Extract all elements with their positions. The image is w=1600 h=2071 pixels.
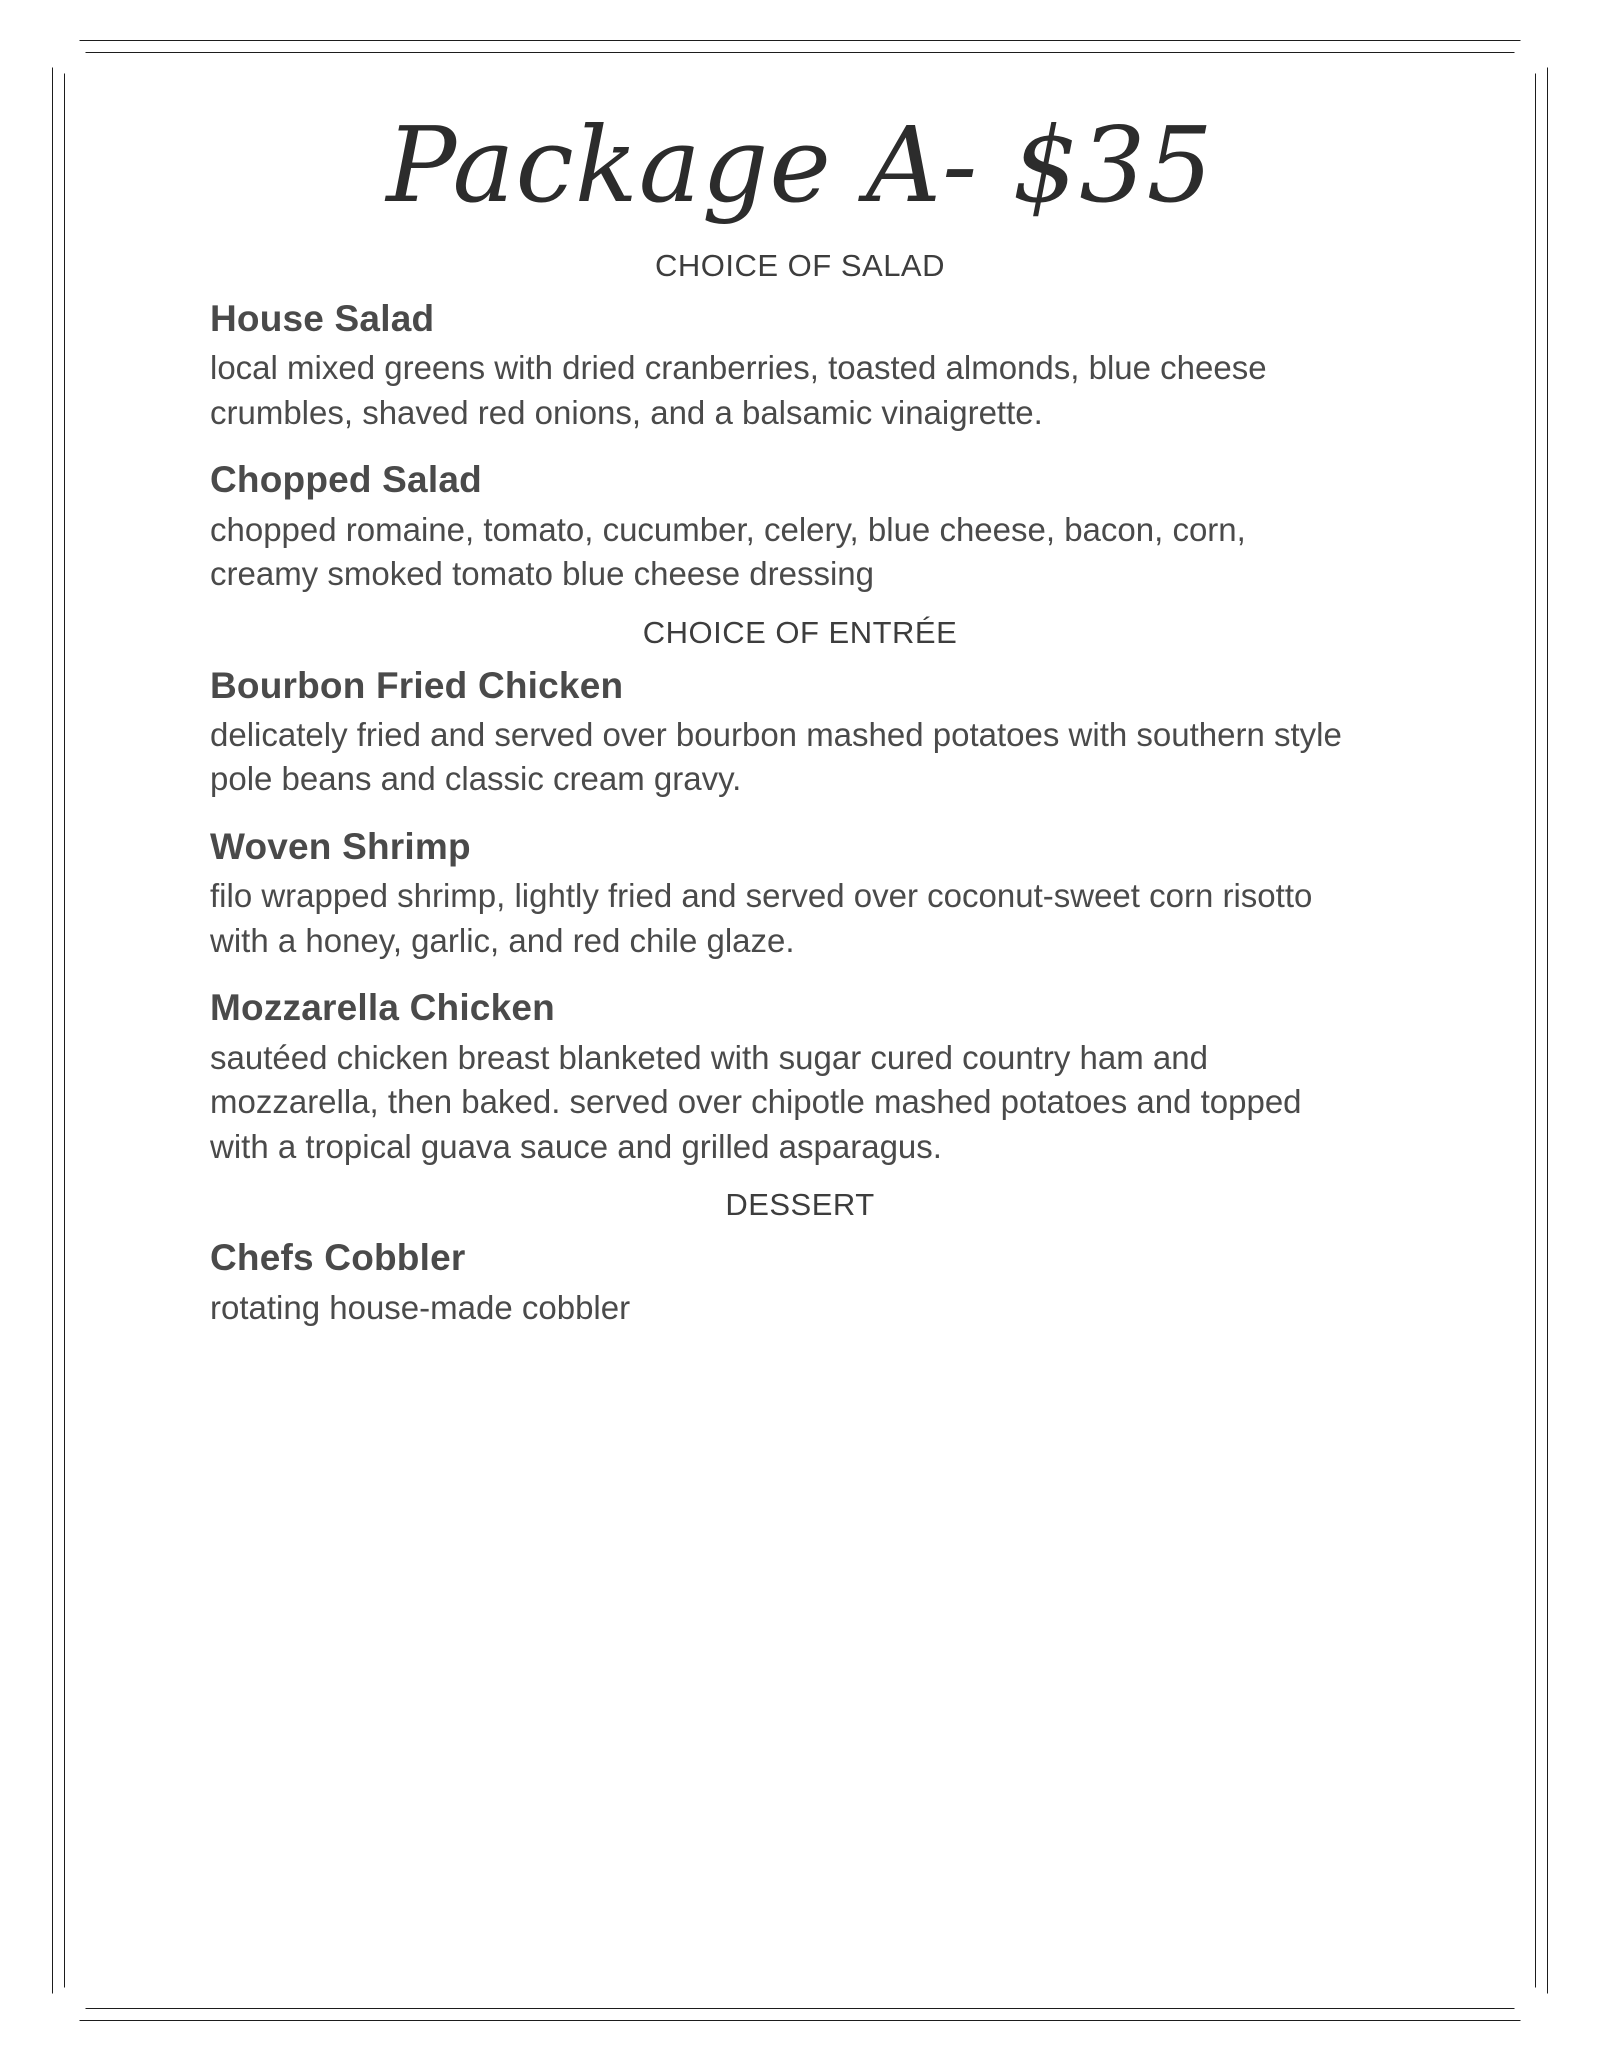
menu-item-description: delicately fried and served over bourbon mashed potatoes with southern style pole beans and classic cream gravy. bbox=[210, 715, 1342, 798]
menu-item-list-dessert bbox=[110, 1235, 1490, 1330]
menu-item-list-entree bbox=[110, 663, 1490, 1170]
menu-item-description: rotating house-made cobbler bbox=[210, 1288, 631, 1326]
menu-content bbox=[110, 90, 1490, 1330]
menu-item bbox=[210, 824, 1490, 963]
menu-item-description: local mixed greens with dried cranberries, toasted almonds, blue cheese crumbles, shaved red onions, and a balsamic vinaigrette. bbox=[210, 349, 1267, 431]
menu-item bbox=[210, 663, 1490, 802]
menu-item-name: Chopped Salad bbox=[210, 459, 482, 501]
menu-item bbox=[210, 457, 1490, 596]
menu-item-name: Bourbon Fried Chicken bbox=[210, 664, 624, 706]
menu-item bbox=[210, 296, 1490, 435]
page-title: Package A- $35 bbox=[386, 104, 1214, 226]
menu-item bbox=[210, 985, 1490, 1169]
menu-item-description: chopped romaine, tomato, cucumber, celery, blue cheese, bacon, corn, creamy smoked tomato blue cheese dressing bbox=[210, 510, 1246, 593]
menu-item-description: filo wrapped shrimp, lightly fried and served over coconut-sweet corn risotto with a honey, garlic, and red chile glaze. bbox=[210, 877, 1313, 959]
menu-section-dessert bbox=[110, 1187, 1490, 1330]
section-heading-salad: CHOICE OF SALAD bbox=[655, 248, 945, 283]
section-heading-entree: CHOICE OF ENTRÉE bbox=[642, 614, 958, 650]
section-heading-dessert: DESSERT bbox=[725, 1187, 875, 1223]
menu-section-entree bbox=[110, 615, 1490, 1170]
menu-item-name: Mozzarella Chicken bbox=[210, 987, 555, 1029]
menu-item-name: House Salad bbox=[210, 298, 435, 339]
menu-item-name: Woven Shrimp bbox=[210, 826, 471, 868]
menu-item bbox=[210, 1235, 1490, 1330]
menu-section-salad bbox=[110, 248, 1490, 597]
menu-item-name: Chefs Cobbler bbox=[210, 1237, 466, 1279]
menu-item-description: sautéed chicken breast blanketed with sugar cured country ham and mozzarella, then baked. served over chipotle mashed potatoes and topped with a tropical guava sauce and grilled asparagus. bbox=[210, 1038, 1302, 1165]
menu-item-list-salad bbox=[110, 296, 1490, 597]
